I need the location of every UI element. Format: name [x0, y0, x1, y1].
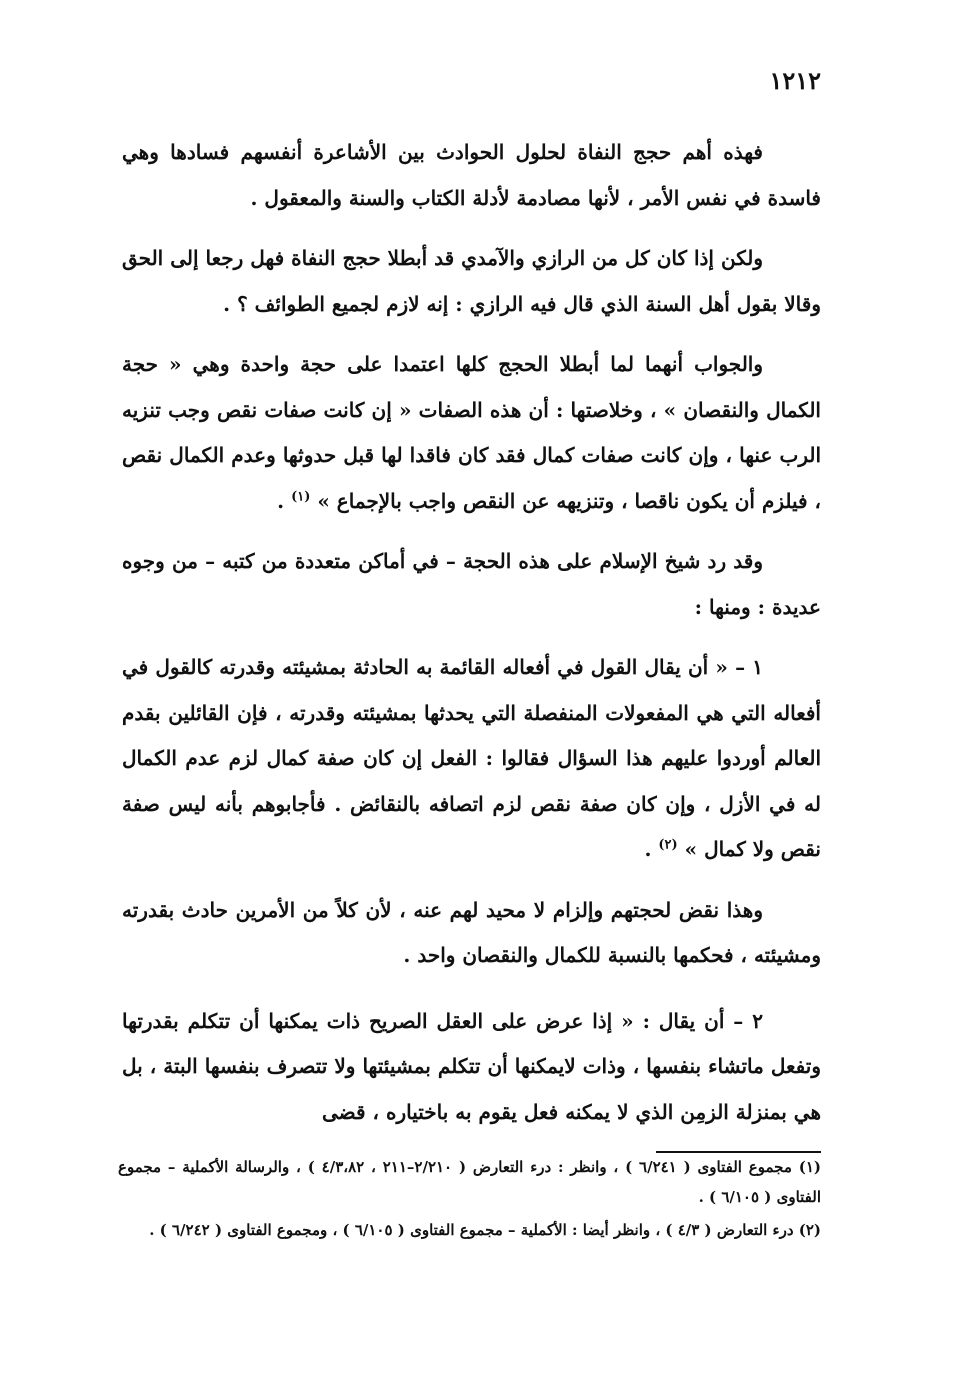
paragraph-5: ١ – « أن يقال القول في أفعاله القائمة به الحادثة بمشيئته وقدرته كالقول في أفعاله التي هي المفعولات المنفصلة التي يحدثها بمشيئته وقدرته ، فإن القائلين بقدم العالم أوردوا عليهم هذا السؤال فقالوا : الفعل إن كان صفة كمال لزم عدم الكمال له في الأزل ، وإن كان صفة نقص لزم اتصافه بالنقائض . فأجابوهم بأنه ليس صفة نقص ولا كمال » $^{(٢)}$ .	[122, 655, 821, 861]
footnote-ref-2[interactable]: (٢)	[658, 837, 678, 853]
paragraph-2-text: ولكن إذا كان كل من الرازي والآمدي قد أبطلا حجج النفاة فهل رجعا إلى الحق وقالا بقول أهل السنة الذي قال فيه الرازي : إنه لازم لجميع الطوائف ؟ .	[122, 246, 821, 316]
paragraph-6-text: وهذا نقض لحجتهم وإلزام لا محيد لهم عنه ، لأن كلاً من الأمرين حادث بقدرته ومشيئته ، فحكمها بالنسبة للكمال والنقصان واحد .	[122, 897, 821, 967]
page-number: ١٢١٢	[769, 66, 821, 95]
paragraph-3: والجواب أنهما لما أبطلا الحجج كلها اعتمدا على حجة واحدة وهي « حجة الكمال والنقصان » ، وخلاصتها : أن هذه الصفات « إن كانت صفات نقص وجب تنزيه الرب عنها ، وإن كانت صفات كمال فقد كان فاقدا لها قبل حدوثها وعدم الكمال نقص ، فيلزم أن يكون ناقصا ، وتنزيهه عن النقص واجب بالإجماع » $^{(١)}$ .	[122, 352, 821, 513]
main-text	[122, 130, 821, 1150]
paragraph-5-text: ١ – « أن يقال القول في أفعاله القائمة به الحادثة بمشيئته وقدرته كالقول في أفعاله التي هي المفعولات المنفصلة التي يحدثها بمشيئته وقدرته ، فإن القائلين بقدم العالم أوردوا عليهم هذا السؤال فقالوا : الفعل إن كان صفة كمال لزم عدم الكمال له في الأزل ، وإن كان صفة نقص لزم اتصافه بالنقائض . فأجابوهم بأنه ليس صفة نقص ولا كمال »	[122, 655, 821, 861]
paragraph-1-text: فهذه أهم حجج النفاة لحلول الحوادث بين الأشاعرة أنفسهم فسادها وهي فاسدة في نفس الأمر ، لأنها مصادمة لأدلة الكتاب والسنة والمعقول .	[122, 140, 821, 210]
footnotes	[118, 1152, 821, 1248]
paragraph-6	[122, 888, 821, 979]
paragraph-3-text: والجواب أنهما لما أبطلا الحجج كلها اعتمدا على حجة واحدة وهي « حجة الكمال والنقصان » ، وخلاصتها : أن هذه الصفات « إن كانت صفات نقص وجب تنزيه الرب عنها ، وإن كانت صفات كمال فقد كان فاقدا لها قبل حدوثها وعدم الكمال نقص ، فيلزم أن يكون ناقصا ، وتنزيهه عن النقص واجب بالإجماع »	[122, 352, 821, 513]
footnote-1: (١) مجموع الفتاوى ( ٦/٢٤١ ) ، وانظر : درء التعارض ( ٢/٢١٠–٢١١ ، ٤/٣،٨٢ ) ، والرسالة الأكملية – مجموع الفتاوى ( ٦/١٠٥ ) .	[118, 1158, 821, 1206]
footnote-ref-1[interactable]: (١)	[291, 488, 311, 504]
paragraph-2	[122, 236, 821, 327]
paragraph-4	[122, 539, 821, 630]
paragraph-7	[122, 999, 821, 1136]
paragraph-4-text: وقد رد شيخ الإسلام على هذه الحجة – في أماكن متعددة من كتبه – من وجوه عديدة : ومنها :	[122, 549, 821, 619]
paragraph-7-text: ٢ – أن يقال : « إذا عرض على العقل الصريح ذات يمكنها أن تتكلم بقدرتها وتفعل ماتشاء بنفسها ، وذات لايمكنها أن تتكلم بمشيئتها ولا تتصرف بنفسها البتة ، بل هي بمنزلة الزمِن الذي لا يمكنه فعل يقوم به باختياره ، قضى	[122, 1008, 821, 1124]
paragraph-1	[122, 130, 821, 221]
footnote-2: (٢) درء التعارض ( ٤/٣ ) ، وانظر أيضا : الأكملية – مجموع الفتاوى ( ٦/١٠٥ ) ، ومجموع الفتاوى ( ٦/٢٤٢ ) .	[149, 1221, 821, 1239]
